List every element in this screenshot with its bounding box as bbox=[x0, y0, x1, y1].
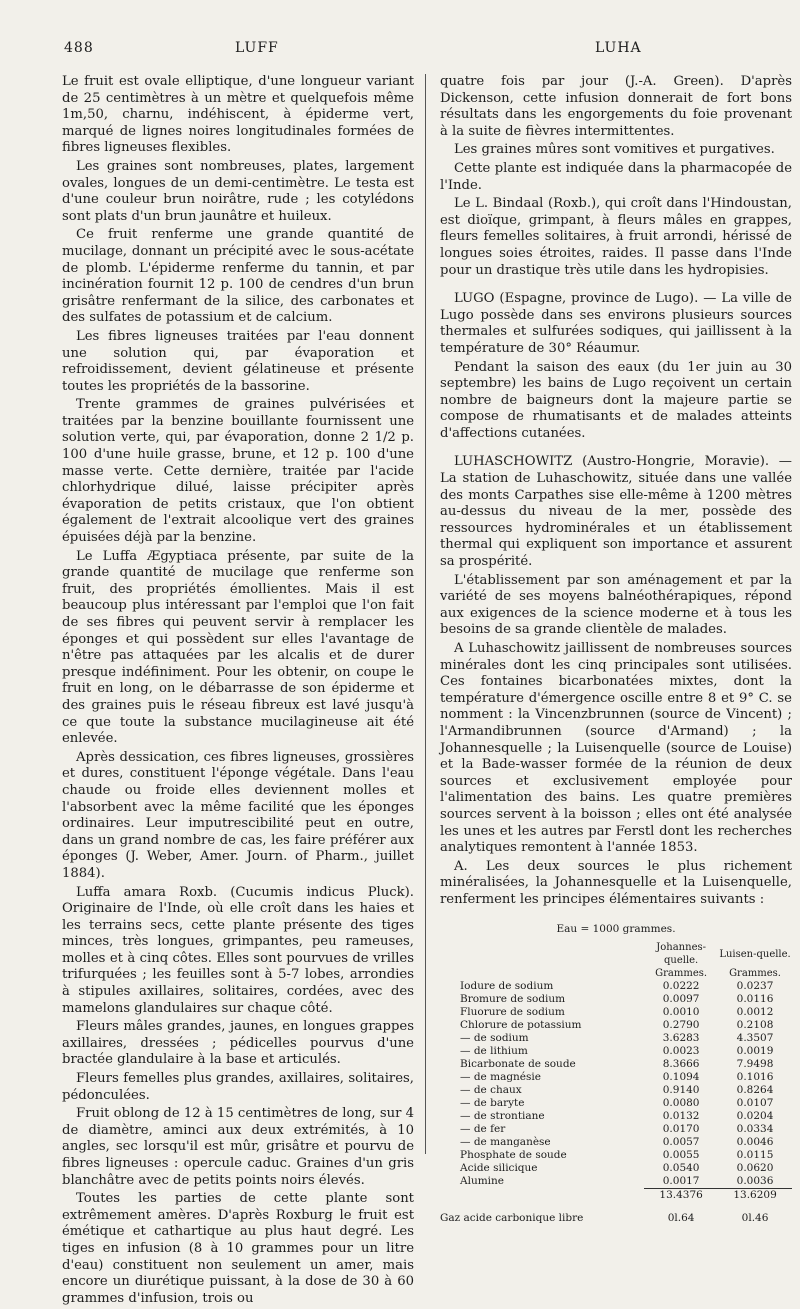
row-value-johannesquelle: 8.3666 bbox=[662, 1058, 700, 1071]
unit-label: Grammes. bbox=[655, 968, 708, 980]
row-value-johannesquelle: 0.0080 bbox=[662, 1097, 700, 1110]
paragraph: Le Luffa Ægyptiaca présente, par suite de la grande quantité de mucilage que renferme son fruit, des propriétés émollientes. Mais il est beaucoup plus intéressant par l'emploi que l'on fait de ses fibres qui peuvent servir à remplacer les éponges et qui possèdent sur elles l'avantage de n'être pas attaquées par les alcalis et de durer presque indéfiniment. Pour les obtenir, on coupe le fruit en long, on le débarrasse de son épiderme et des graines puis le réseau fibreux est lavé jusqu'à ce que toute la substance mucilagineuse ait été enlevée. bbox=[62, 548, 414, 747]
paragraph: quatre fois par jour (J.-A. Green). D'après Dickenson, cette infusion donnerait de fort bons résultats dans les engorgements du foie provenant à la suite de fièvres intermittentes. bbox=[440, 74, 792, 139]
analysis-table bbox=[440, 941, 792, 1202]
row-value-johannesquelle: 0.0055 bbox=[662, 1149, 700, 1162]
table-row bbox=[440, 1097, 792, 1110]
table-header-row bbox=[440, 941, 792, 967]
row-name: Bromure de sodium bbox=[460, 993, 566, 1006]
row-name: Phosphate de soude bbox=[460, 1149, 567, 1162]
row-value-johannesquelle: 0.0010 bbox=[662, 1006, 700, 1019]
row-value-johannesquelle: 0.0540 bbox=[662, 1162, 700, 1175]
row-name: Fluorure de sodium bbox=[460, 1006, 565, 1019]
row-name: — de sodium bbox=[460, 1032, 529, 1045]
table-row bbox=[440, 980, 792, 993]
row-value-luisenquelle: 0.0036 bbox=[736, 1175, 774, 1188]
row-value-luisenquelle: 0.0019 bbox=[736, 1045, 774, 1058]
row-value-johannesquelle: 0.1094 bbox=[662, 1071, 700, 1084]
table-row bbox=[440, 1149, 792, 1162]
row-value-luisenquelle: 0.1016 bbox=[736, 1071, 774, 1084]
row-value-luisenquelle: 0.0237 bbox=[736, 980, 774, 993]
row-value-luisenquelle: 7.9498 bbox=[736, 1058, 774, 1071]
table-row bbox=[440, 993, 792, 1006]
row-value-luisenquelle: 0.0046 bbox=[736, 1136, 774, 1149]
row-value-luisenquelle: 0.0116 bbox=[736, 993, 774, 1006]
table-row bbox=[440, 1162, 792, 1175]
total-luisenquelle: 13.6209 bbox=[718, 1189, 792, 1203]
paragraph: Ce fruit renferme une grande quantité de mucilage, donnant un précipité avec le sous-acétate de plomb. L'épiderme renferme du tannin, et par incinération fournit 12 p. 100 de cendres d'un brun grisâtre renfermant de la silice, des carbonates et des sulfates de potassium et de calcium. bbox=[62, 227, 414, 326]
table-title: Eau = 1000 grammes. bbox=[556, 922, 676, 935]
row-value-johannesquelle: 0.0023 bbox=[662, 1045, 700, 1058]
row-name: — de lithium bbox=[460, 1045, 528, 1058]
table-row bbox=[440, 1045, 792, 1058]
row-value-johannesquelle: 0.0097 bbox=[662, 993, 700, 1006]
paragraph: Après dessication, ces fibres ligneuses, grossières et dures, constituent l'éponge végétale. Dans l'eau chaude ou froide elles deviennent molles et l'absorbent avec la même facilité que les éponges ordinaires. Leur imputrescibilité peut en outre, dans un grand nombre de cas, les faire préférer aux éponges (J. Weber, Amer. Journ. of Pharm., juillet 1884). bbox=[62, 749, 414, 881]
gas-table bbox=[440, 1212, 792, 1225]
table-unit-row bbox=[440, 967, 792, 980]
row-value-luisenquelle: 0.0204 bbox=[736, 1110, 774, 1123]
column-divider bbox=[425, 74, 426, 1154]
paragraph: Cette plante est indiquée dans la pharmacopée de l'Inde. bbox=[440, 160, 792, 193]
row-value-johannesquelle: 0.2790 bbox=[662, 1019, 700, 1032]
paragraph: Pendant la saison des eaux (du 1er juin au 30 septembre) les bains de Lugo reçoivent un certain nombre de baigneurs dont la majeure partie se compose de rhumatisants et de malades atteints d'affections cutanées. bbox=[440, 359, 792, 441]
paragraph: Toutes les parties de cette plante sont extrêmement amères. D'après Roxburg le fruit est émétique et cathartique au plus haut degré. Les tiges en infusion (8 à 10 grammes pour un litre d'eau) constituent non seulement un amer, mais encore un diurétique puissant, à la dose de 30 à 60 grammes d'infusion, trois ou bbox=[62, 1191, 414, 1306]
total-johannesquelle: 13.4376 bbox=[644, 1189, 718, 1203]
section-gap bbox=[440, 281, 792, 291]
section-gap bbox=[440, 444, 792, 454]
row-name: — de strontiane bbox=[460, 1110, 545, 1123]
paragraph: Le L. Bindaal (Roxb.), qui croît dans l'Hindoustan, est dioïque, grimpant, à fleurs mâles en grappes, fleurs femelles solitaires, à fruit arrondi, hérissé de longues soies étroites, raides. Il passe dans l'Inde pour un drastique très utile dans les hydropisies. bbox=[440, 196, 792, 278]
paragraph: Le fruit est ovale elliptique, d'une longueur variant de 25 centimètres à un mètre et quelquefois même 1m,50, charnu, indéhiscent, à épiderme vert, marqué de lignes noires longitudinales formées de fibres ligneuses flexibles. bbox=[62, 74, 414, 156]
row-name: — de chaux bbox=[460, 1084, 522, 1097]
row-value-luisenquelle: 0.2108 bbox=[736, 1019, 774, 1032]
column-header-luisenquelle: Luisen-quelle. bbox=[719, 948, 791, 960]
paragraph: Fleurs mâles grandes, jaunes, en longues grappes axillaires, dressées ; pédicelles pourvus d'une bractée glandulaire à la base et articulés. bbox=[62, 1019, 414, 1068]
row-name: — de fer bbox=[460, 1123, 506, 1136]
row-value-luisenquelle: 0.0012 bbox=[736, 1006, 774, 1019]
row-name: — de manganèse bbox=[460, 1136, 551, 1149]
row-value-luisenquelle: 0.0620 bbox=[736, 1162, 774, 1175]
column-header-johannesquelle: Johannes-quelle. bbox=[656, 942, 706, 967]
row-value-luisenquelle: 4.3507 bbox=[736, 1032, 774, 1045]
table-row bbox=[440, 1136, 792, 1149]
paragraph: Trente grammes de graines pulvérisées et traitées par la benzine bouillante fournissent une solution verte, qui, par évaporation, donne 2 1/2 p. 100 d'une huile grasse, brune, et 12 p. 100 d'une masse verte. Cette dernière, traitée par l'acide chlorhydrique dilué, laisse précipiter après évaporation de petits cristaux, que l'on obtient également de l'extrait alcoolique vert des graines épuisées déjà par la benzine. bbox=[62, 397, 414, 546]
table-row bbox=[440, 1071, 792, 1084]
row-value-luisenquelle: 0.8264 bbox=[736, 1084, 774, 1097]
paragraph: A Luhaschowitz jaillissent de nombreuses sources minérales dont les cinq principales sont utilisées. Ces fontaines bicarbonatées mixtes, dont la température d'émergence oscille entre 8 et 9° C. se nomment : la Vincenzbrunnen (source de Vincent) ; l'Armandibrunnen (source d'Armand) ; la Johannesquelle ; la Luisenquelle (source de Louise) et la Bade-wasser formée de la réunion de deux sources et exclusivement employée pour l'alimentation des bains. Les quatre premières sources servent à la boisson ; elles ont été analysée les unes et les autres par Ferstl dont les recherches analytiques remontent à l'année 1853. bbox=[440, 641, 792, 856]
row-value-luisenquelle: 0.0334 bbox=[736, 1123, 774, 1136]
entry-lugo: LUGO (Espagne, province de Lugo). — La ville de Lugo possède dans ses environs plusieurs sources thermales et sulfurées sodiques, qui jaillissent à la température de 30° Réaumur. bbox=[440, 291, 792, 356]
table-row bbox=[440, 1175, 792, 1189]
page-number: 488 bbox=[64, 40, 94, 56]
table-row bbox=[440, 1084, 792, 1097]
row-value-johannesquelle: 0.0222 bbox=[662, 980, 700, 993]
left-column bbox=[62, 74, 414, 1309]
row-value-luisenquelle: 0.0115 bbox=[736, 1149, 774, 1162]
paragraph: A. Les deux sources le plus richement minéralisées, la Johannesquelle et la Luisenquelle, renferment les principes élémentaires suivants : bbox=[440, 858, 792, 907]
row-value-johannesquelle: 0.0057 bbox=[662, 1136, 700, 1149]
gas-row bbox=[440, 1212, 792, 1225]
paragraph: Les graines mûres sont vomitives et purgatives. bbox=[454, 142, 775, 158]
row-value-johannesquelle: 0.0170 bbox=[662, 1123, 700, 1136]
row-value-johannesquelle: 0.9140 bbox=[662, 1084, 700, 1097]
table-row bbox=[440, 1006, 792, 1019]
entry-luhaschowitz: LUHASCHOWITZ (Austro-Hongrie, Moravie). — La station de Luhaschowitz, située dans une vallée des monts Carpathes sise elle-même à 1200 mètres au-dessus du niveau de la mer, possède des ressources hydrominérales et un établissement thermal qui expliquent son importance et assurent sa prospérité. bbox=[440, 454, 792, 570]
table-total-row bbox=[440, 1189, 792, 1203]
row-name: Acide silicique bbox=[460, 1162, 538, 1175]
row-name: Iodure de sodium bbox=[460, 980, 554, 993]
unit-label: Grammes. bbox=[729, 968, 781, 980]
row-name: — de magnésie bbox=[460, 1071, 541, 1084]
right-running-title: LUHA bbox=[595, 40, 642, 56]
row-name: — de baryte bbox=[460, 1097, 525, 1110]
right-column bbox=[440, 74, 792, 1225]
paragraph: L'établissement par son aménagement et par la variété de ses moyens balnéothérapiques, répond aux exigences de la science moderne et à tous les besoins de sa grande clientèle de malades. bbox=[440, 572, 792, 638]
table-body bbox=[440, 980, 792, 1189]
row-value-luisenquelle: 0.0107 bbox=[736, 1097, 774, 1110]
gas-label: Gaz acide carbonique libre bbox=[440, 1212, 584, 1225]
row-value-johannesquelle: 0.0132 bbox=[662, 1110, 700, 1123]
table-row bbox=[440, 1123, 792, 1136]
paragraph: Les fibres ligneuses traitées par l'eau donnent une solution qui, par évaporation et refroidissement, devient gélatineuse et présente toutes les propriétés de la bassorine. bbox=[62, 328, 414, 394]
paragraph: Les graines sont nombreuses, plates, largement ovales, longues de un demi-centimètre. Le testa est d'une couleur brun noirâtre, rude ; les cotylédons sont plats d'un brun jaunâtre et huileux. bbox=[62, 158, 414, 224]
row-value-johannesquelle: 0.0017 bbox=[662, 1175, 700, 1188]
table-row bbox=[440, 1058, 792, 1071]
paragraph: Fleurs femelles plus grandes, axillaires, solitaires, pédonculées. bbox=[62, 1071, 414, 1103]
paragraph: Fruit oblong de 12 à 15 centimètres de long, sur 4 de diamètre, aminci aux deux extrémités, à 10 angles, sec lorsqu'il est mûr, grisâtre et pourvu de fibres ligneuses : opercule caduc. Graines d'un gris blanchâtre avec de petits points noirs élevés. bbox=[62, 1106, 414, 1188]
left-running-title: LUFF bbox=[235, 40, 279, 56]
paragraph: Luffa amara Roxb. (Cucumis indicus Pluck). Originaire de l'Inde, où elle croît dans les haies et les terrains secs, cette plante présente des tiges minces, très longues, grimpantes, peu rameuses, molles et à cinq côtes. Elles sont pourvues de vrilles trifurquées ; les feuilles sont à 5-7 lobes, arrondies à stipules axillaires, solitaires, cordées, avec des mamelons glandulaires sur chaque côté. bbox=[62, 884, 414, 1016]
gas-luisenquelle: 0l.46 bbox=[741, 1212, 769, 1225]
row-value-johannesquelle: 3.6283 bbox=[662, 1032, 700, 1045]
row-name: Chlorure de potassium bbox=[460, 1019, 582, 1032]
gas-johannesquelle: 0l.64 bbox=[667, 1212, 695, 1225]
table-row bbox=[440, 1019, 792, 1032]
table-row bbox=[440, 1110, 792, 1123]
row-name: Alumine bbox=[460, 1175, 504, 1188]
row-name: Bicarbonate de soude bbox=[460, 1058, 576, 1071]
table-row bbox=[440, 1032, 792, 1045]
